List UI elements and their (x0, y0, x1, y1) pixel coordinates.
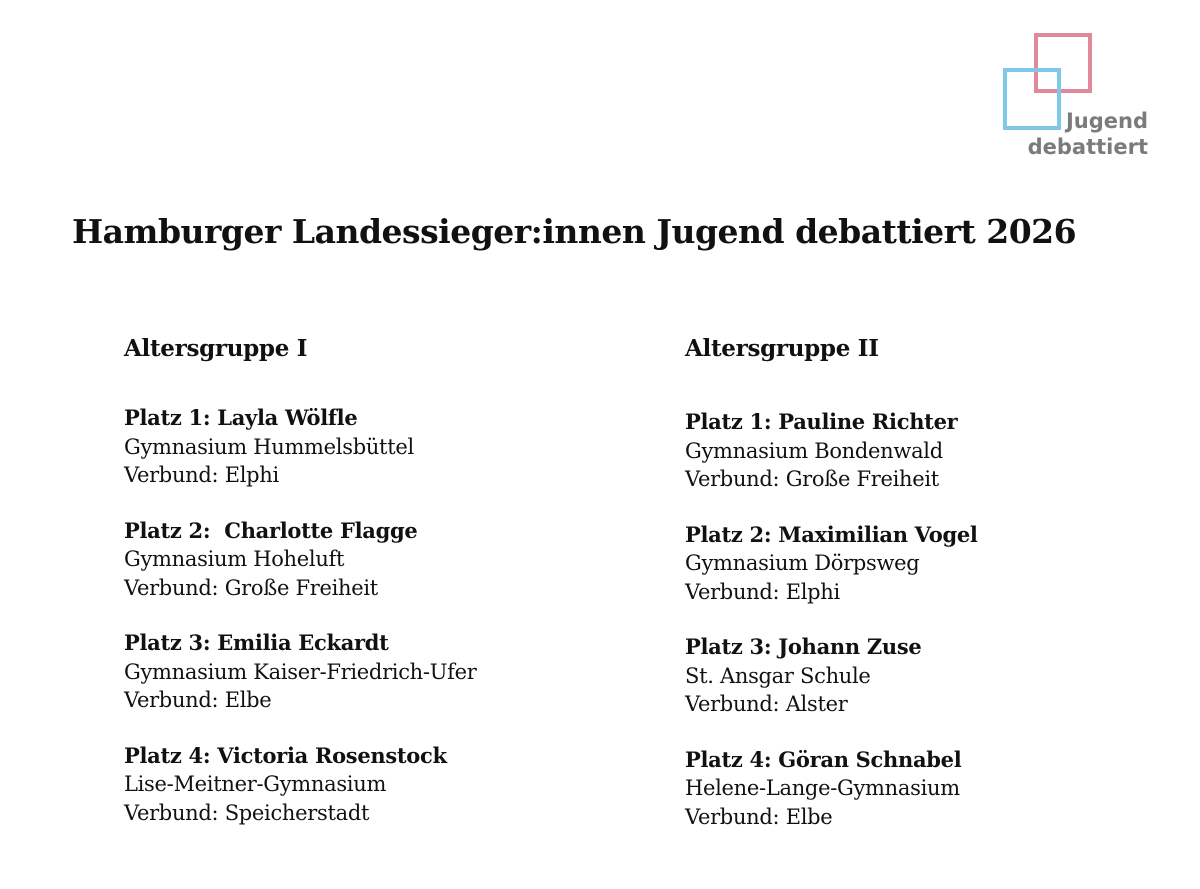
winner-place-name: Platz 2: Charlotte Flagge (124, 517, 418, 543)
winner-verbund: Verbund: Elphi (124, 463, 279, 487)
winner-school: Gymnasium Hummelsbüttel (124, 434, 414, 459)
winner-verbund: Verbund: Große Freiheit (124, 575, 378, 600)
winner-school: St. Ansgar Schule (685, 663, 871, 688)
winner-entry (685, 746, 1155, 832)
winner-school: Helene-Lange-Gymnasium (685, 776, 960, 800)
winner-school: Gymnasium Dörpsweg (685, 551, 920, 575)
winner-verbund: Verbund: Elphi (685, 579, 840, 604)
winner-entry (124, 629, 594, 715)
logo-wordmark (1028, 108, 1148, 160)
winner-place-name: Platz 2: Maximilian Vogel (685, 521, 978, 547)
winner-verbund: Verbund: Speicherstadt (124, 800, 370, 825)
page-title: Hamburger Landessieger:innen Jugend debattiert 2026 (72, 212, 1077, 251)
winner-school: Lise-Meitner-Gymnasium (124, 772, 387, 796)
winner-entry (685, 633, 1155, 719)
winner-place-name: Platz 1: Layla Wölfle (124, 405, 358, 430)
group-title: Altersgruppe I (124, 335, 308, 362)
winner-entry (685, 408, 1155, 494)
winner-entry (124, 404, 594, 490)
winner-verbund: Verbund: Große Freiheit (685, 467, 939, 491)
winner-place-name: Platz 3: Johann Zuse (685, 634, 922, 659)
jugend-debattiert-logo (1000, 30, 1180, 165)
logo-line-2: debattiert (1027, 135, 1148, 159)
winner-place-name: Platz 4: Göran Schnabel (685, 746, 962, 772)
winner-entry (124, 517, 594, 603)
winner-verbund: Verbund: Alster (685, 692, 848, 716)
winner-verbund: Verbund: Elbe (124, 688, 272, 712)
age-group-2 (685, 334, 1155, 858)
logo-line-1: Jugend (1065, 109, 1148, 133)
group-title: Altersgruppe II (685, 335, 879, 362)
winner-entry (685, 521, 1155, 607)
winner-place-name: Platz 1: Pauline Richter (685, 409, 958, 434)
winner-school: Gymnasium Bondenwald (685, 438, 943, 463)
winner-entry (124, 742, 594, 828)
winner-place-name: Platz 3: Emilia Eckardt (124, 630, 389, 655)
winner-school: Gymnasium Kaiser-Friedrich-Ufer (124, 659, 477, 684)
age-group-1 (124, 334, 594, 854)
winner-verbund: Verbund: Elbe (685, 804, 833, 829)
winner-place-name: Platz 4: Victoria Rosenstock (124, 742, 447, 768)
winner-school: Gymnasium Hoheluft (124, 547, 345, 571)
